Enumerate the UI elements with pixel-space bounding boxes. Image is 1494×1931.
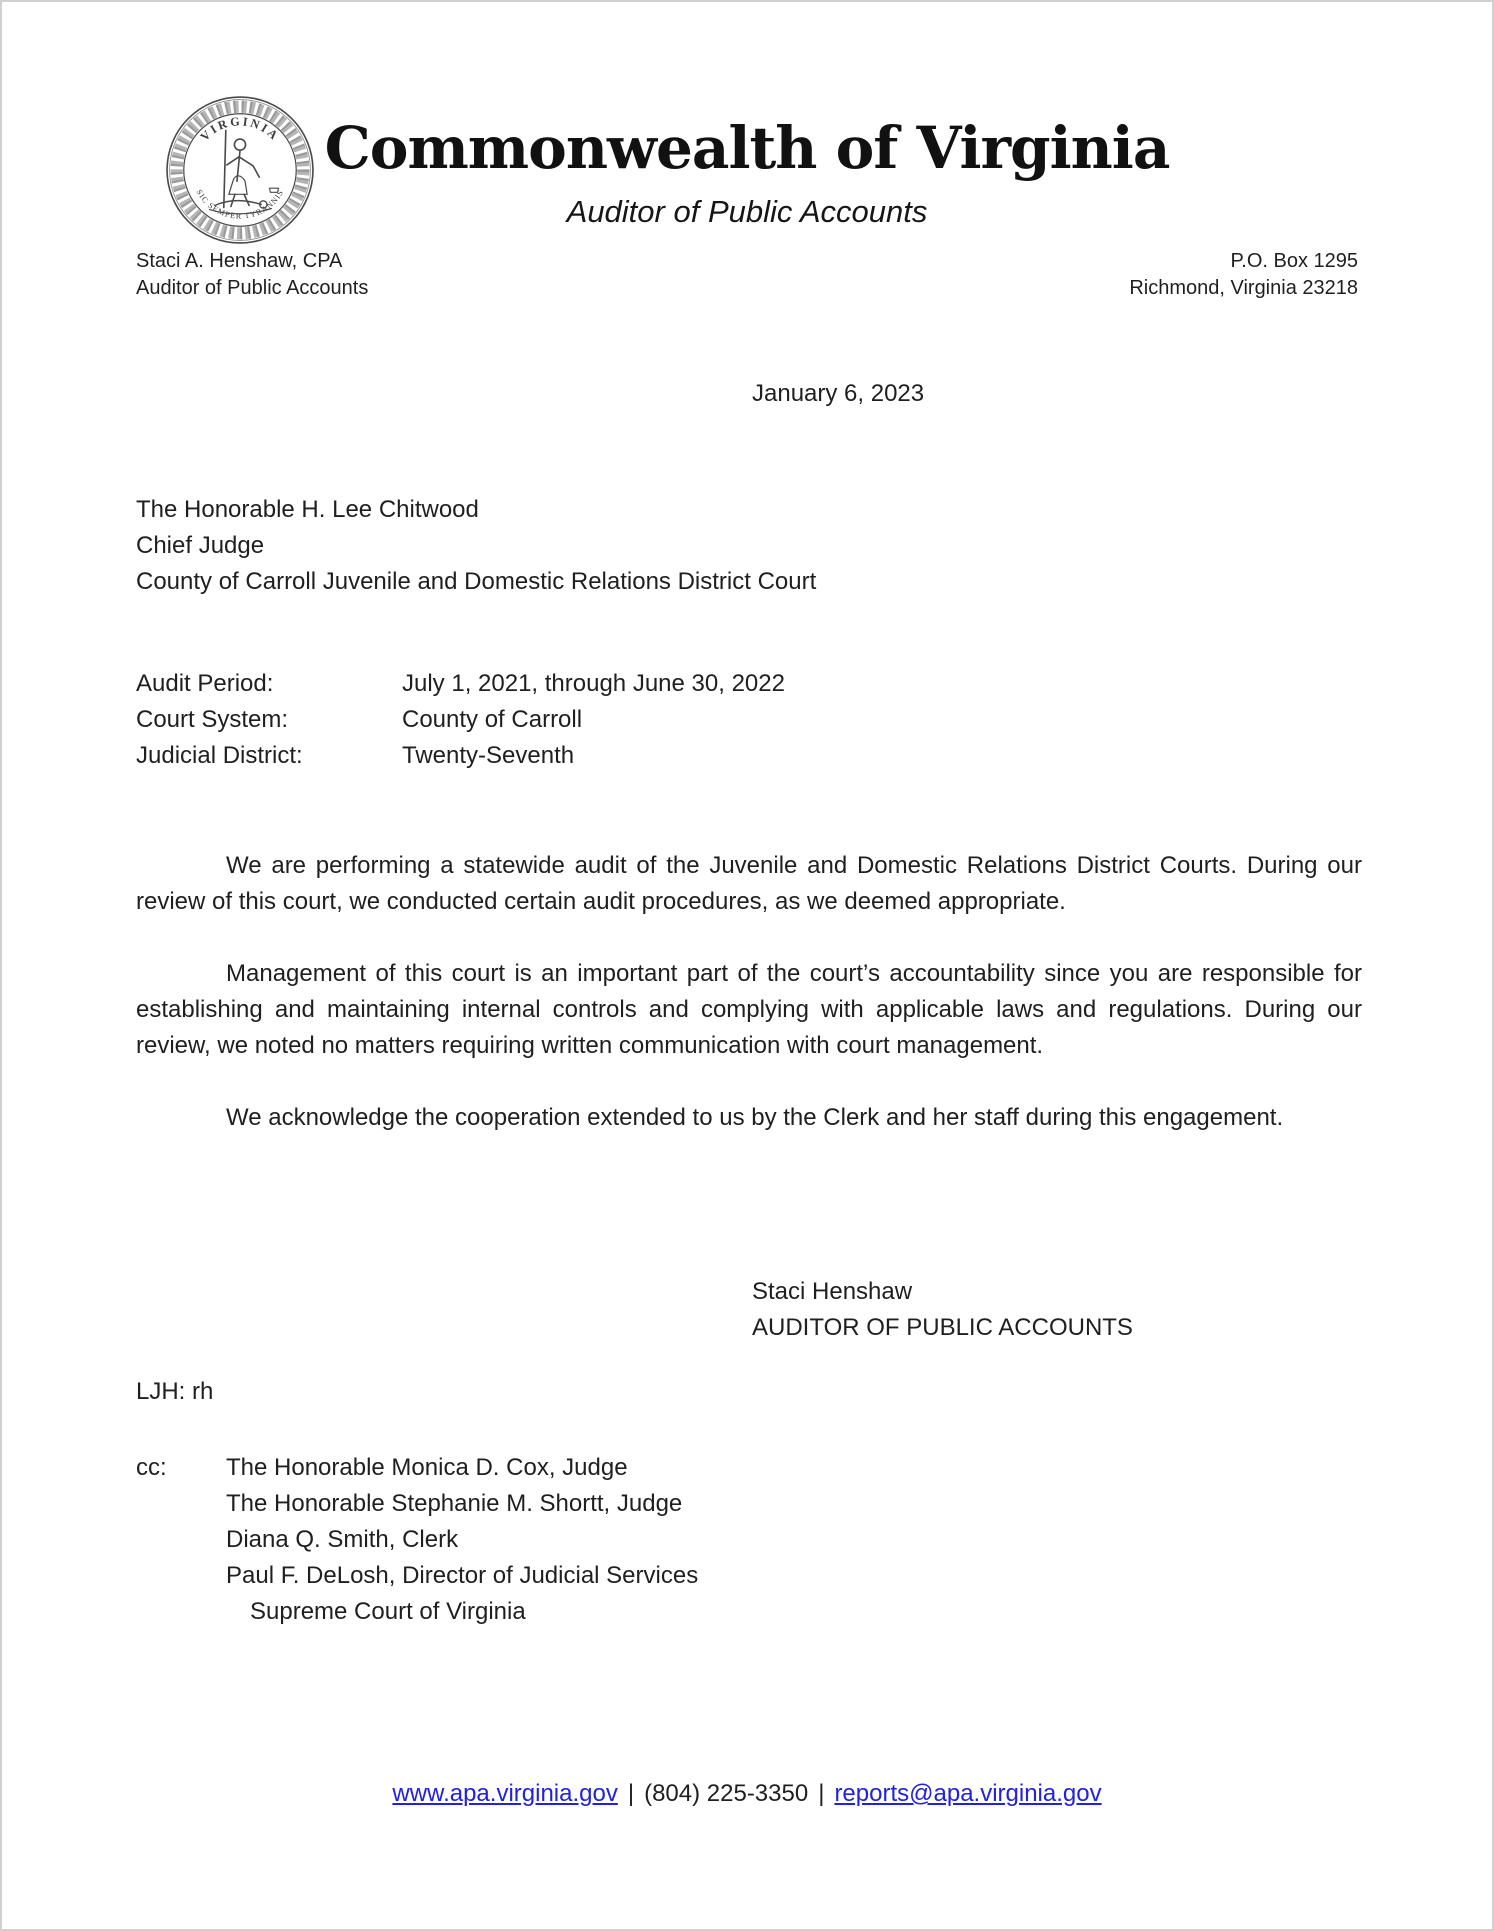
official-name: Staci A. Henshaw, CPA [136,250,343,272]
address-po-box: P.O. Box 1295 [1230,250,1358,272]
cc-label: cc: [136,1454,167,1481]
cc-item: Diana Q. Smith, Clerk [226,1526,459,1553]
letter-footer [2,1780,1492,1808]
court-system-label: Court System: [136,706,289,733]
letterhead-subtitle: Auditor of Public Accounts [566,194,928,229]
body-paragraph-1: We are performing a statewide audit of the Juvenile and Domestic Relations District Courts. During our review of this court, we conducted certain audit procedures, as we deemed appropriate. [136,852,1362,915]
cc-item: Supreme Court of Virginia [250,1598,526,1625]
phone-number: (804) 225-3350 [644,1780,809,1807]
official-title: Auditor of Public Accounts [136,277,369,299]
judicial-district-value: Twenty-Seventh [402,742,575,769]
reference-initials: LJH: rh [136,1378,214,1405]
body-paragraph-3: We acknowledge the cooperation extended to us by the Clerk and her staff during this engagement. [226,1104,1284,1131]
cc-item: The Honorable Stephanie M. Shortt, Judge [226,1490,683,1517]
cc-items [226,1450,698,1630]
recipient-name: The Honorable H. Lee Chitwood [136,496,479,523]
audit-period-value: July 1, 2021, through June 30, 2022 [402,670,785,697]
seal-bottom-text: SIC SEMPER TYRANNIS [194,188,286,221]
letterhead-address-block [1129,248,1358,302]
letter-body [136,848,1362,1136]
audit-period-label: Audit Period: [136,670,274,697]
footer-separator: | [627,1780,635,1807]
cc-item: The Honorable Monica D. Cox, Judge [226,1454,628,1481]
email-link[interactable]: reports@apa.virginia.gov [834,1780,1102,1807]
signature-name: Staci Henshaw [752,1278,913,1305]
court-system-value: County of Carroll [402,706,583,733]
seal-top-text: VIRGINIA [197,114,283,144]
address-city-state-zip: Richmond, Virginia 23218 [1129,277,1358,299]
recipient-block [136,492,816,600]
signature-block [752,1274,1133,1346]
cc-item: Paul F. DeLosh, Director of Judicial Services [226,1562,699,1589]
cc-block [136,1450,698,1630]
recipient-court: County of Carroll Juvenile and Domestic Relations District Court [136,568,817,595]
letterhead-title: Commonwealth of Virginia [324,114,1170,182]
audit-period-row [136,666,785,702]
letterhead-official-block [136,248,368,302]
letter-date: January 6, 2023 [752,380,925,407]
audit-info-block [136,666,785,774]
recipient-title: Chief Judge [136,532,265,559]
court-system-row [136,702,785,738]
footer-separator: | [818,1780,825,1807]
judicial-district-row [136,738,785,774]
body-paragraph-2: Management of this court is an important part of the court’s accountability since you are responsible for establishing and maintaining internal controls and complying with applicable laws and regulations. During our review, we noted no matters requiring written communication with court management. [136,960,1362,1059]
signature-title: AUDITOR OF PUBLIC ACCOUNTS [752,1314,1133,1341]
website-link[interactable]: www.apa.virginia.gov [392,1780,618,1807]
judicial-district-label: Judicial District: [136,742,303,769]
